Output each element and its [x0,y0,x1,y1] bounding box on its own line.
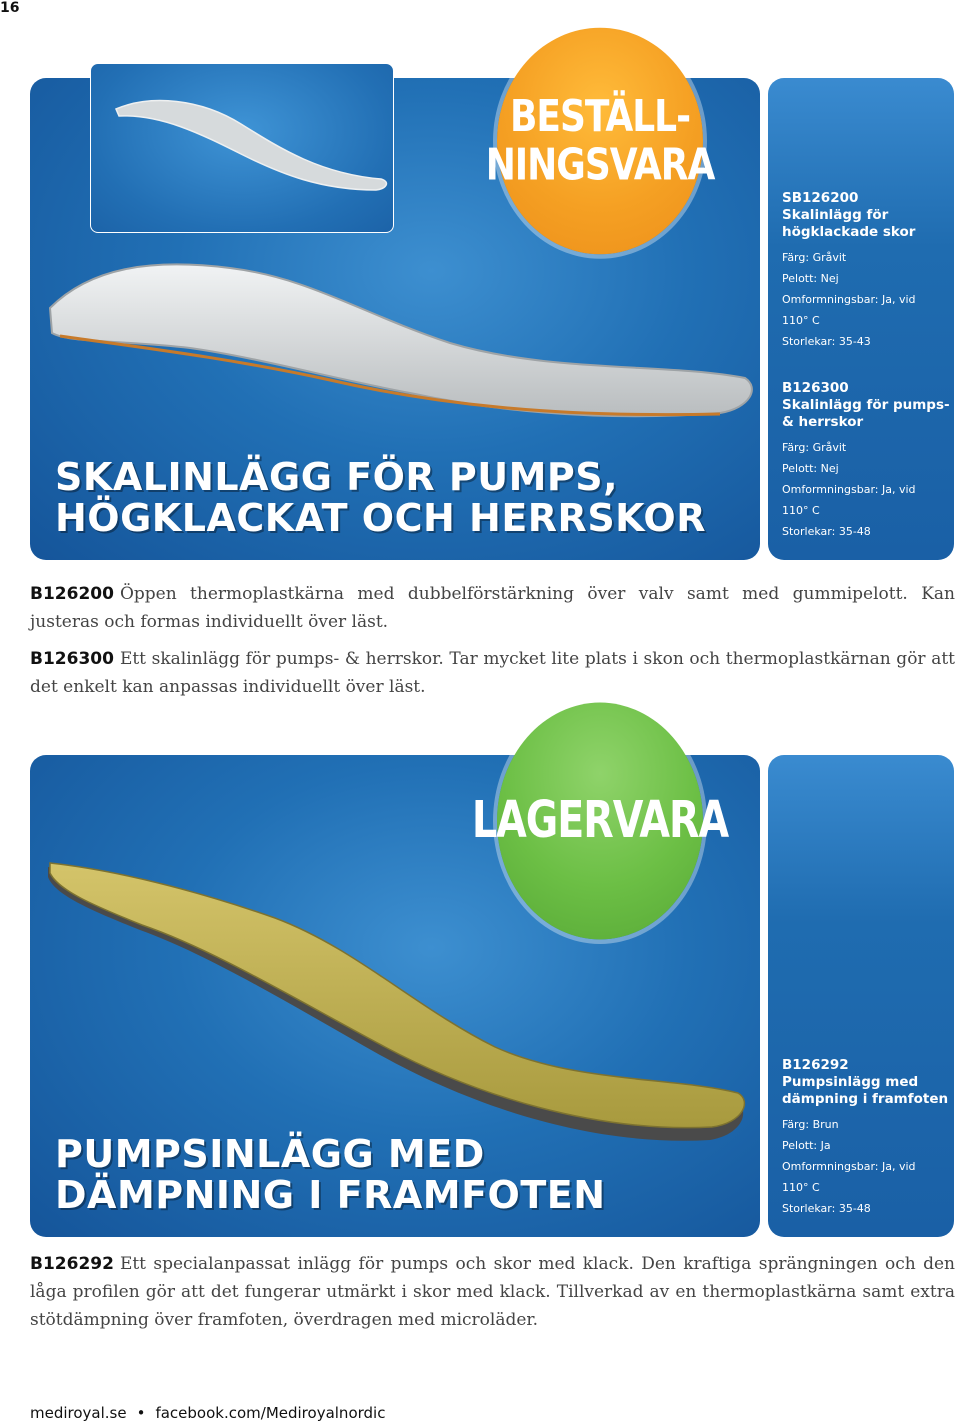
spec-color: Färg: Gråvit [782,251,847,264]
description-text: Öppen thermoplastkärna med dubbelförstärkning över valv samt med gummipelott. Kan justeras och formas individuellt över läst. [30,584,955,632]
footer-social-link[interactable]: facebook.com/Mediroyalnordic [155,1404,386,1422]
spec-block-sb126200 [782,190,952,352]
footer [30,1404,385,1422]
headline-line-2: DÄMPNING I FRAMFOTEN [55,1173,606,1217]
section1-headline [55,457,706,539]
section2-headline [55,1134,606,1216]
inset-insole-image [91,64,394,233]
spec-name: Skalinlägg för pumps- & herrskor [782,397,950,430]
description-code: B126300 [30,649,114,669]
description-b126300 [30,645,955,701]
inset-photo-frame [90,63,394,233]
footer-separator: • [136,1404,146,1422]
description-code: B126200 [30,584,114,604]
spec-color: Färg: Gråvit [782,441,847,454]
badge-line-1: LAGERVARA [471,791,729,850]
spec-moldable: Omformningsbar: Ja, vid [782,293,916,306]
description-b126200 [30,580,955,636]
spec-name: Pumpsinlägg med dämpning i framfoten [782,1074,949,1107]
description-text: Ett skalinlägg för pumps- & herrskor. Tar mycket lite plats i skon och thermoplastkärnan gör att det enkelt kan anpassas individuellt över läst. [30,649,955,697]
headline-line-1: PUMPSINLÄGG MED [55,1132,485,1176]
description-code: B126292 [30,1254,114,1274]
stock-item-badge [471,703,729,940]
spec-code: B126292 [782,1057,849,1073]
page-number: 16 [0,0,20,16]
spec-temp: 110° C [782,504,820,517]
order-item-badge [485,28,715,255]
spec-block-b126292 [782,1057,952,1219]
description-text: Ett specialanpassat inlägg för pumps och skor med klack. Den kraftiga sprängningen och den låga profilen gör att det fungerar utmärkt i skor med klack. Tillverkad av en thermoplastkärna samt extra stötdämpning över framfoten, överdragen med microläder. [30,1254,955,1330]
spec-pad: Pelott: Ja [782,1139,831,1152]
headline-line-1: SKALINLÄGG FÖR PUMPS, [55,455,619,499]
spec-code: B126300 [782,380,849,396]
spec-sizes: Storlekar: 35-48 [782,1202,871,1215]
footer-site-link[interactable]: mediroyal.se [30,1404,127,1422]
spec-color: Färg: Brun [782,1118,839,1131]
spec-temp: 110° C [782,314,820,327]
spec-sizes: Storlekar: 35-48 [782,525,871,538]
spec-pad: Pelott: Nej [782,272,839,285]
description-b126292 [30,1250,955,1334]
spec-sizes: Storlekar: 35-43 [782,335,871,348]
spec-pad: Pelott: Nej [782,462,839,475]
spec-moldable: Omformningsbar: Ja, vid [782,483,916,496]
spec-moldable: Omformningsbar: Ja, vid [782,1160,916,1173]
spec-name: Skalinlägg för högklackade skor [782,207,916,240]
spec-code: SB126200 [782,190,859,206]
headline-line-2: HÖGKLACKAT OCH HERRSKOR [55,496,706,540]
badge-line-2: NINGSVARA [485,139,715,191]
spec-block-b126300 [782,380,952,542]
badge-line-1: BESTÄLL- [509,91,691,143]
spec-temp: 110° C [782,1181,820,1194]
